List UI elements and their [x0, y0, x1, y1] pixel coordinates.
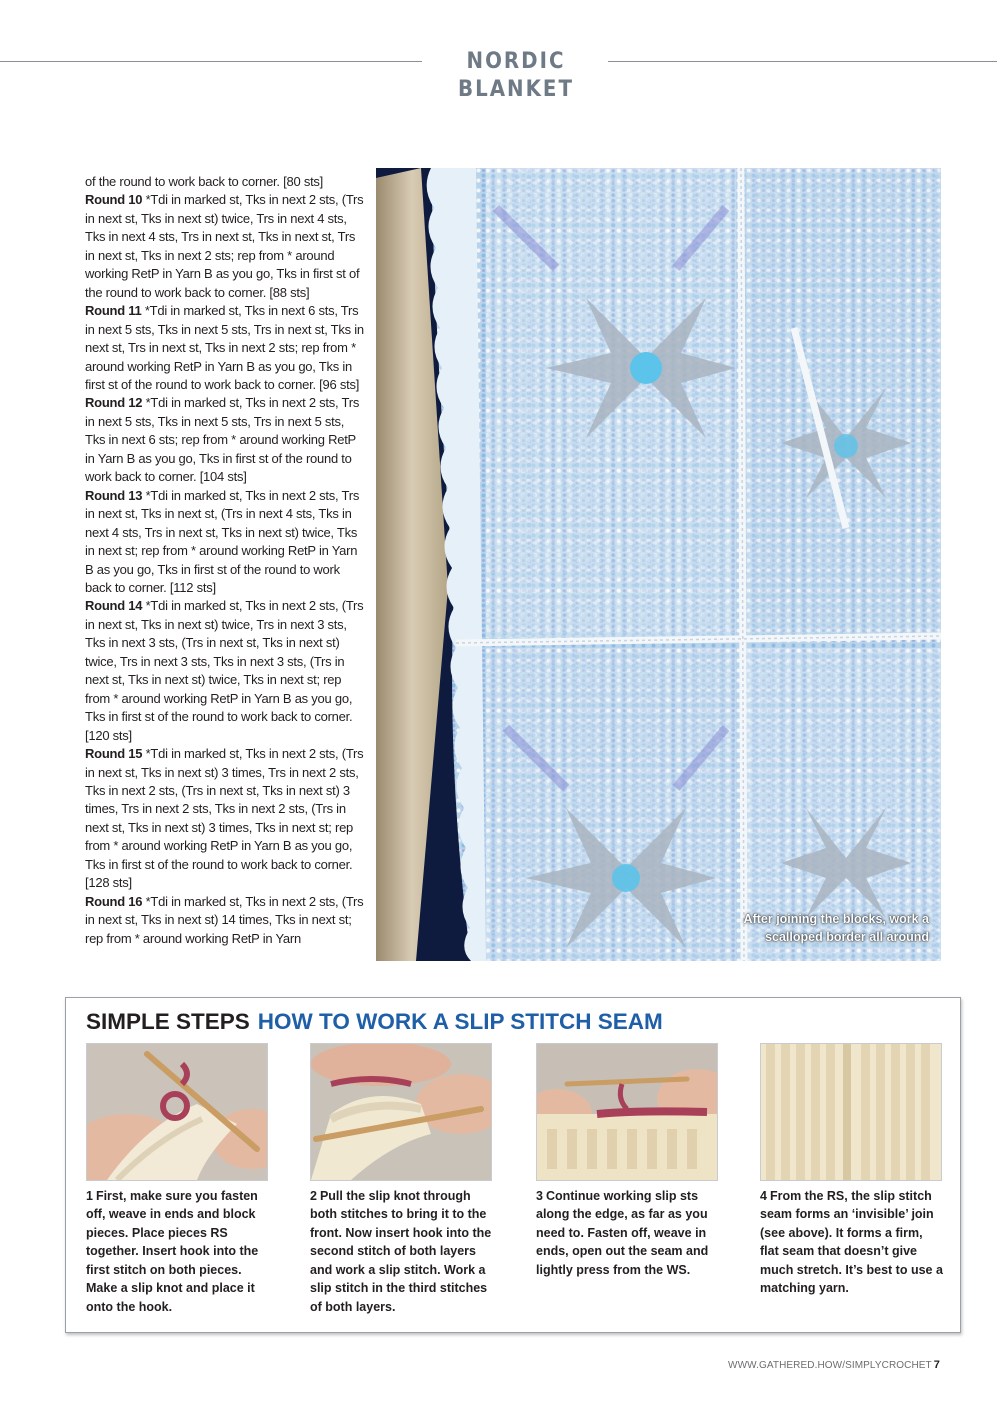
step-3-photo	[536, 1043, 718, 1181]
step-number: 1	[86, 1189, 93, 1203]
step-3-text: 3 Continue working slip sts along the edge, as far as you need to. Fasten off, weave in ends, open out the seam and lightly press from the WS.	[536, 1189, 709, 1277]
step-number: 2	[310, 1189, 317, 1203]
round-label: Round 13	[85, 487, 143, 503]
footer	[728, 1359, 940, 1371]
steps-heading-label: SIMPLE STEPS	[86, 1009, 250, 1034]
pattern-line: of the round to work back to corner. [80 sts]	[85, 174, 324, 189]
footer-url[interactable]: WWW.GATHERED.HOW/SIMPLYCROCHET	[728, 1360, 932, 1371]
step-1-photo	[86, 1043, 268, 1181]
steps-heading	[86, 1008, 663, 1036]
round-label: Round 15	[85, 746, 143, 762]
step-1-text: 1 First, make sure you fasten off, weave in ends and block pieces. Place pieces RS together. Insert hook into the first stitch on both pieces. Make a slip knot and place it onto the hook.	[86, 1189, 259, 1314]
pattern-round-10: Round 10 *Tdi in marked st, Tks in next 2 sts, (Trs in next st, Tks in next st) twice, Trs in next 4 sts, Tks in next 4 sts, Trs in next st, Tks in next st, Trs in next st, Tks in next 2 sts; rep from * around working RetP in Yarn B as you go, Tks in first st of the round to work back to corner. [88 sts]	[85, 192, 364, 300]
round-label: Round 16	[85, 893, 143, 909]
pattern-round-15: Round 15 *Tdi in marked st, Tks in next 2 sts, (Trs in next st, Tks in next st) 3 times, Trs in next 2 sts, Tks in next 2 sts, (Trs in next st, Tks in next st) 3 times, Trs in next 2 sts, Tks in next 2 sts, (Trs in next st, Tks in next st) 3 times, Tks in next st; rep from * around working RetP in Yarn B as you go, Tks in first st of the round to work back to corner. [128 sts]	[85, 746, 364, 891]
step-4-photo	[760, 1043, 942, 1181]
round-label: Round 11	[85, 303, 142, 319]
page-number: 7	[933, 1359, 940, 1371]
round-label: Round 14	[85, 598, 143, 614]
step-2-photo	[310, 1043, 492, 1181]
round-label: Round 10	[85, 192, 143, 208]
step-2-text: 2 Pull the slip knot through both stitches to bring it to the front. Now insert hook into the second stitch of both layers and work a slip stitch. Work a slip stitch in the third stitches of both layers.	[310, 1189, 492, 1314]
round-label: Round 12	[85, 395, 143, 411]
simple-steps-panel	[65, 997, 961, 1333]
header-rule-left	[0, 61, 422, 62]
pattern-round-12: Round 12 *Tdi in marked st, Tks in next 2 sts, Trs in next 5 sts, Tks in next 5 sts, Trs in next 5 sts, Tks in next 6 sts; rep from * around working RetP in Yarn B as you go, Tks in first st of the round to work back to corner. [104 sts]	[85, 395, 360, 485]
step-number: 3	[536, 1189, 543, 1203]
step-4-text: 4 From the RS, the slip stitch seam forms an ‘invisible’ join (see above). It forms a firm, flat seam that doesn’t give much stretch. It’s best to use a matching yarn.	[760, 1189, 943, 1296]
section-title: NORDIC BLANKET	[458, 49, 574, 102]
pattern-text	[85, 173, 365, 948]
pattern-round-16: Round 16 *Tdi in marked st, Tks in next 2 sts, (Trs in next st, Tks in next st) 14 times, Tks in next st; rep from * around working RetP in Yarn	[85, 893, 364, 946]
blanket-illustration	[376, 168, 941, 961]
header-rule-right	[608, 61, 997, 62]
pattern-round-13: Round 13 *Tdi in marked st, Tks in next 2 sts, Trs in next st, Tks in next st, (Trs in next 4 sts, Tks in next 4 sts, Trs in next st, Tks in next st) twice, Tks in next st; rep from * around working RetP in Yarn B as you go, Tks in first st of the round to work back to corner. [112 sts]	[85, 487, 360, 595]
steps-heading-subtitle: HOW TO WORK A SLIP STITCH SEAM	[257, 1009, 663, 1034]
photo-caption: After joining the blocks, work a scalloped border all around	[743, 912, 929, 944]
pattern-round-11: Round 11 *Tdi in marked st, Tks in next 6 sts, Trs in next 5 sts, Tks in next 5 sts, Trs in next st, Tks in next st, Trs in next st, Tks in next 2 sts; rep from * around working RetP in Yarn B as you go, Tks in first st of the round to work back to corner. [96 sts]	[85, 303, 364, 392]
step-number: 4	[760, 1189, 767, 1203]
pattern-round-14: Round 14 *Tdi in marked st, Tks in next 2 sts, (Trs in next st, Tks in next st) twice, Trs in next 3 sts, Tks in next 3 sts, (Trs in next st, Tks in next st) twice, Trs in next 3 sts, Tks in next 3 sts, (Trs in next st, Tks in next st) twice, Tks in next st; rep from * around working RetP in Yarn B as you go, Tks in first st of the round to work back to corner. [120 sts]	[85, 598, 364, 743]
blanket-photo	[376, 168, 941, 961]
